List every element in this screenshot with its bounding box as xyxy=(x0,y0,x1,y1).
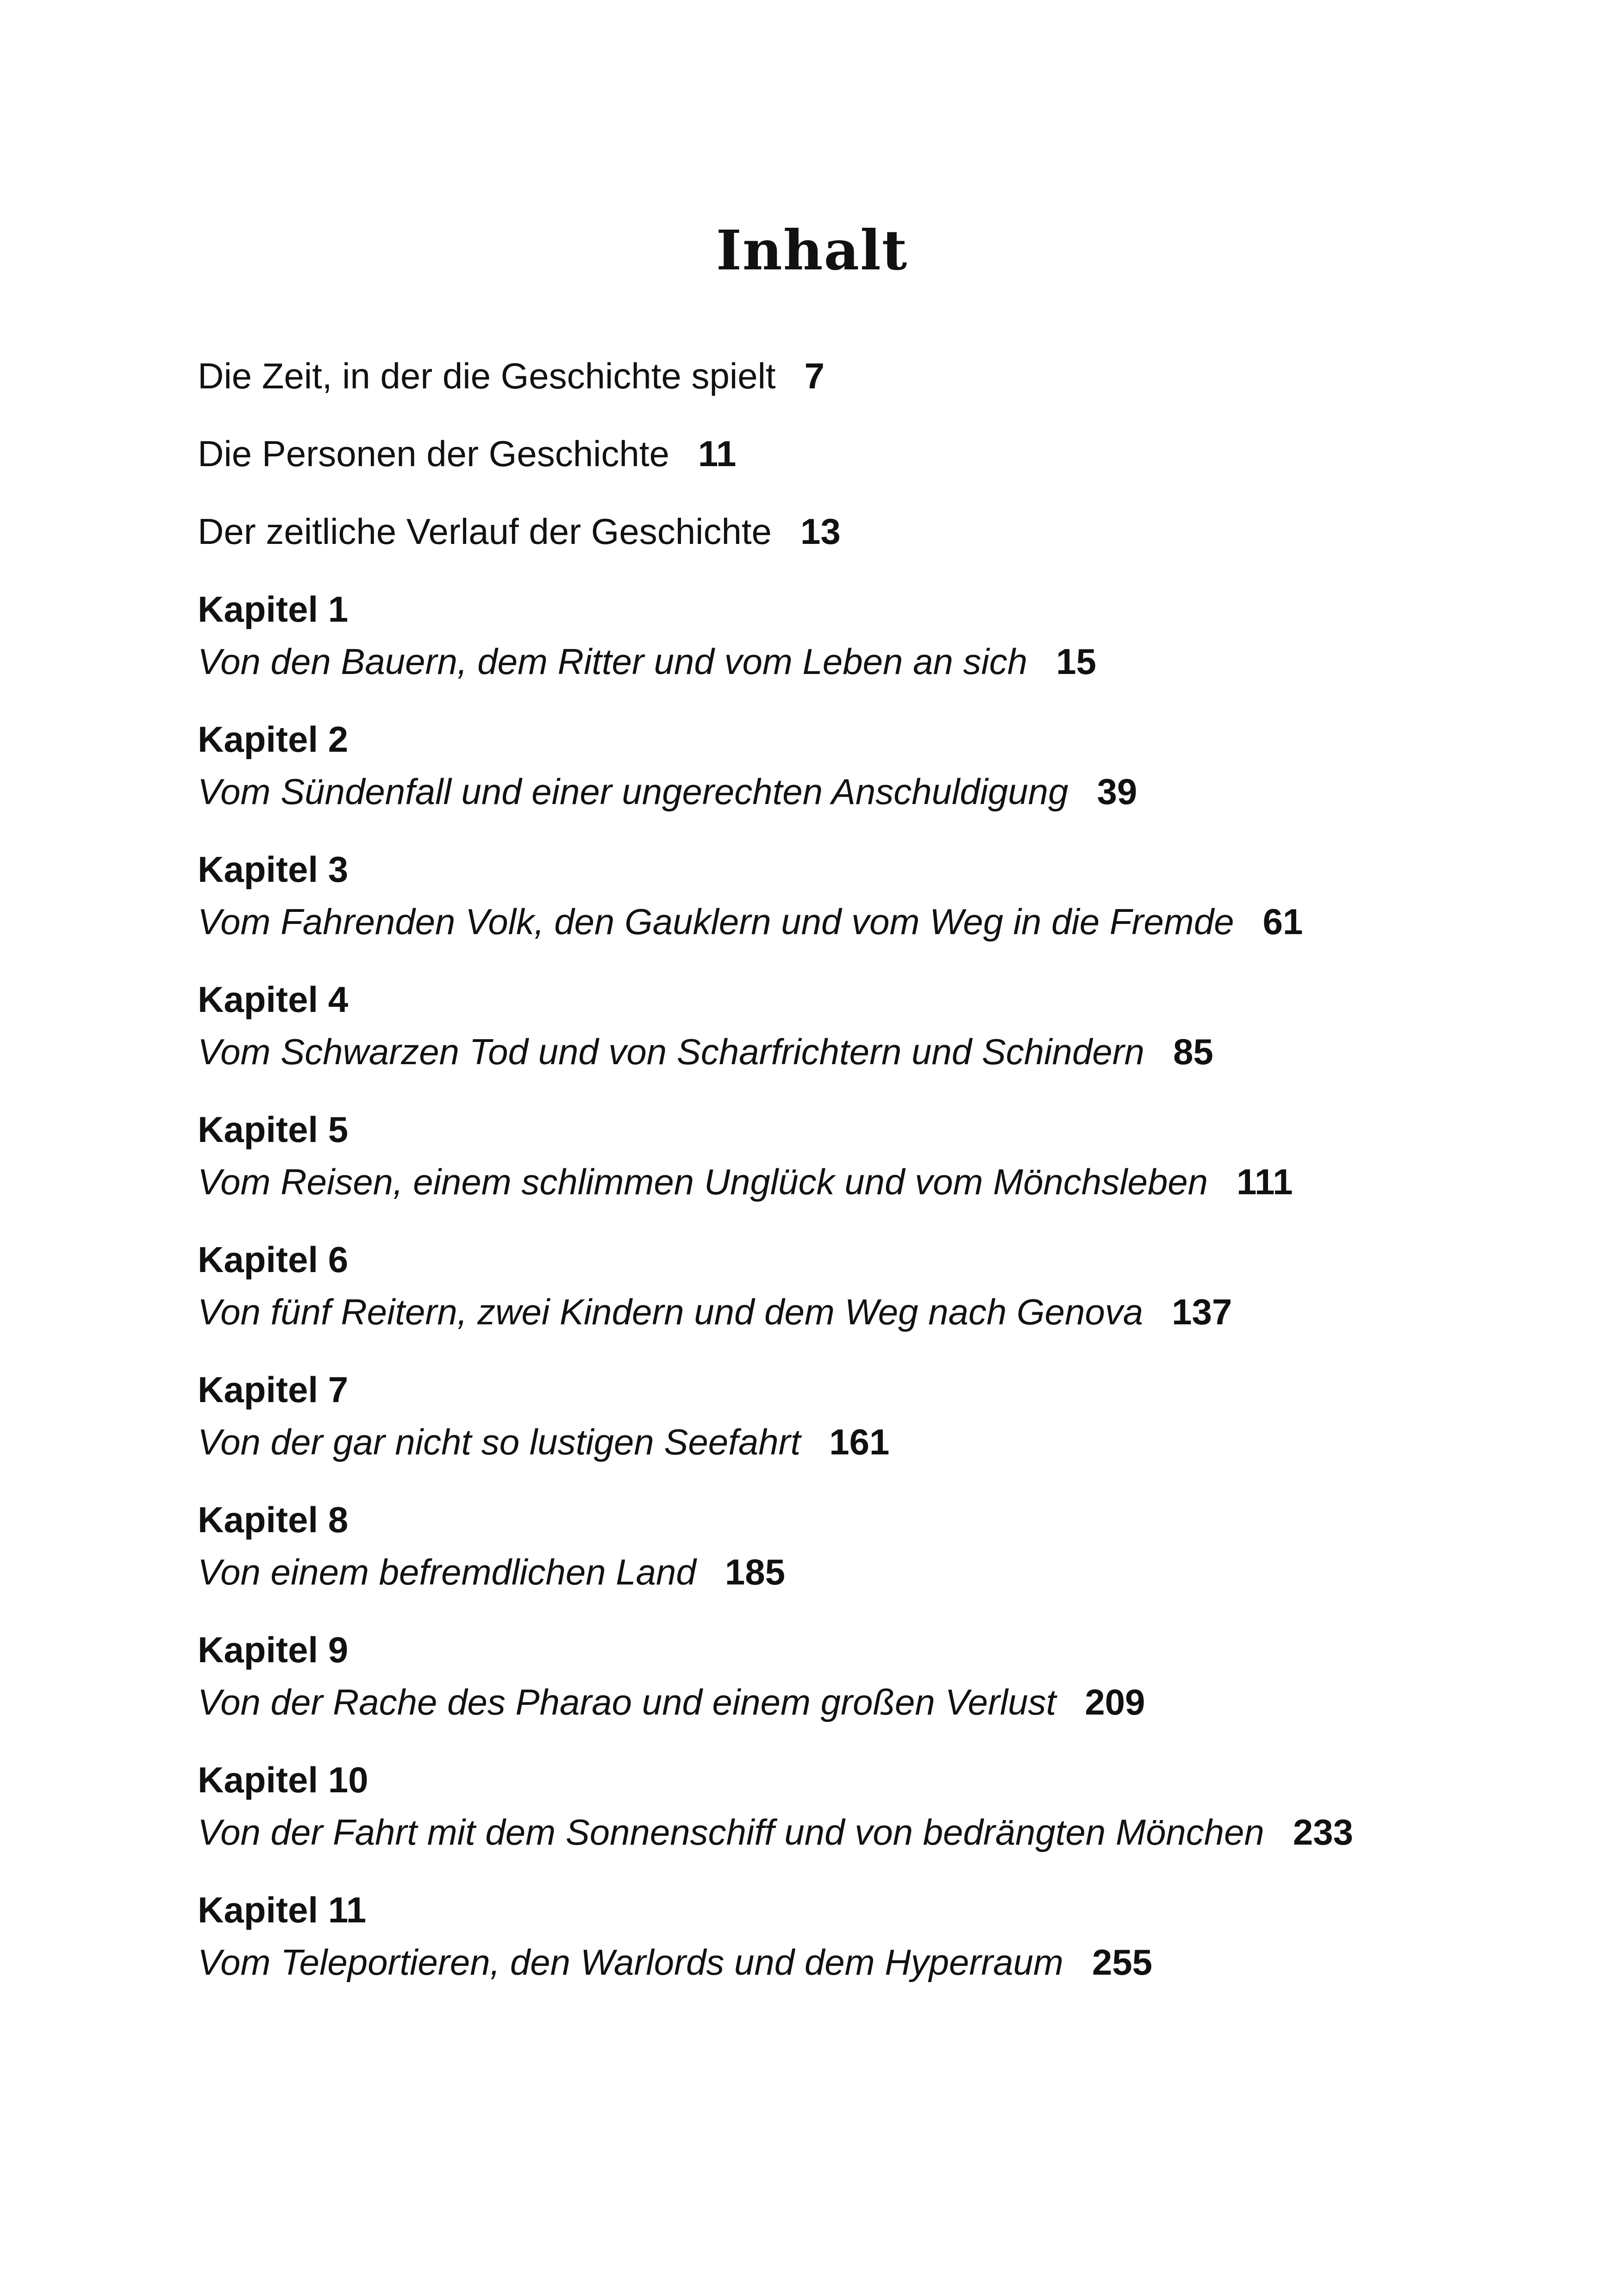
toc-entry-chapter-4 xyxy=(198,1031,1213,1072)
toc-entry-chapter-6 xyxy=(198,1291,1232,1332)
toc-entry-chapter-11 xyxy=(198,1942,1153,1983)
toc-entry-chapter-3 xyxy=(198,901,1303,942)
toc-entry-front-2 xyxy=(198,433,737,474)
toc-entry-chapter-5 xyxy=(198,1161,1293,1202)
page-title: Inhalt xyxy=(716,218,908,282)
toc-entry-text: Die Personen der Geschichte xyxy=(198,433,669,474)
chapter-label: Kapitel 7 xyxy=(198,1369,349,1410)
chapter-label: Kapitel 10 xyxy=(198,1759,369,1800)
chapter-label: Kapitel 8 xyxy=(198,1499,349,1540)
toc-page-number: 13 xyxy=(800,511,841,552)
toc-page-number: 61 xyxy=(1262,901,1303,942)
chapter-title: Vom Teleportieren, den Warlords und dem Hyperraum xyxy=(198,1942,1064,1983)
chapter-label: Kapitel 3 xyxy=(198,849,349,890)
toc-entry-front-1 xyxy=(198,355,824,396)
toc-entry-chapter-9 xyxy=(198,1684,1145,1720)
toc-entry-text: Die Zeit, in der die Geschichte spielt xyxy=(198,355,776,396)
toc-entry-chapter-8 xyxy=(198,1554,785,1590)
chapter-title: Von der Fahrt mit dem Sonnenschiff und von bedrängten Mönchen xyxy=(198,1812,1264,1852)
toc-page-number: 137 xyxy=(1172,1291,1232,1332)
chapter-title: Vom Reisen, einem schlimmen Unglück und vom Mönchsleben xyxy=(198,1161,1208,1202)
chapter-label: Kapitel 11 xyxy=(198,1890,367,1930)
chapter-title: Von den Bauern, dem Ritter und vom Leben an sich xyxy=(198,641,1028,682)
chapter-title: Von der Rache des Pharao und einem großen Verlust xyxy=(198,1682,1056,1722)
chapter-label: Kapitel 2 xyxy=(198,719,349,760)
chapter-title: Von fünf Reitern, zwei Kindern und dem Weg nach Genova xyxy=(198,1291,1143,1332)
toc-entry-front-3 xyxy=(198,511,841,552)
chapter-label: Kapitel 1 xyxy=(198,589,349,630)
chapter-title: Von der gar nicht so lustigen Seefahrt xyxy=(198,1422,801,1462)
chapter-title: Vom Fahrenden Volk, den Gauklern und vom Weg in die Fremde xyxy=(198,901,1234,942)
toc-entry-chapter-7 xyxy=(198,1424,889,1460)
toc-page-number: 7 xyxy=(804,355,824,396)
chapter-title: Vom Sündenfall und einer ungerechten Anschuldigung xyxy=(198,771,1068,812)
toc-page-number: 185 xyxy=(725,1552,785,1592)
chapter-label: Kapitel 4 xyxy=(198,979,349,1020)
toc-page-number: 111 xyxy=(1237,1161,1293,1202)
toc-page-number: 233 xyxy=(1293,1812,1353,1852)
toc-entry-text: Der zeitliche Verlauf der Geschichte xyxy=(198,511,772,552)
toc-entry-chapter-2 xyxy=(198,773,1137,810)
toc-page-number: 255 xyxy=(1092,1942,1153,1983)
chapter-label: Kapitel 5 xyxy=(198,1109,349,1150)
chapter-label: Kapitel 6 xyxy=(198,1239,349,1280)
toc-page-number: 161 xyxy=(829,1422,890,1462)
chapter-title: Vom Schwarzen Tod und von Scharfrichtern und Schindern xyxy=(198,1031,1145,1072)
toc-entry-chapter-10 xyxy=(198,1814,1353,1850)
chapter-title: Von einem befremdlichen Land xyxy=(198,1552,696,1592)
toc-page-number: 85 xyxy=(1173,1031,1213,1072)
toc-page-number: 11 xyxy=(698,433,737,474)
toc-page-number: 39 xyxy=(1097,771,1137,812)
chapter-label: Kapitel 9 xyxy=(198,1629,349,1670)
toc-entry-chapter-1 xyxy=(198,643,1096,680)
toc-page-number: 15 xyxy=(1056,641,1096,682)
toc-page-number: 209 xyxy=(1085,1682,1145,1722)
